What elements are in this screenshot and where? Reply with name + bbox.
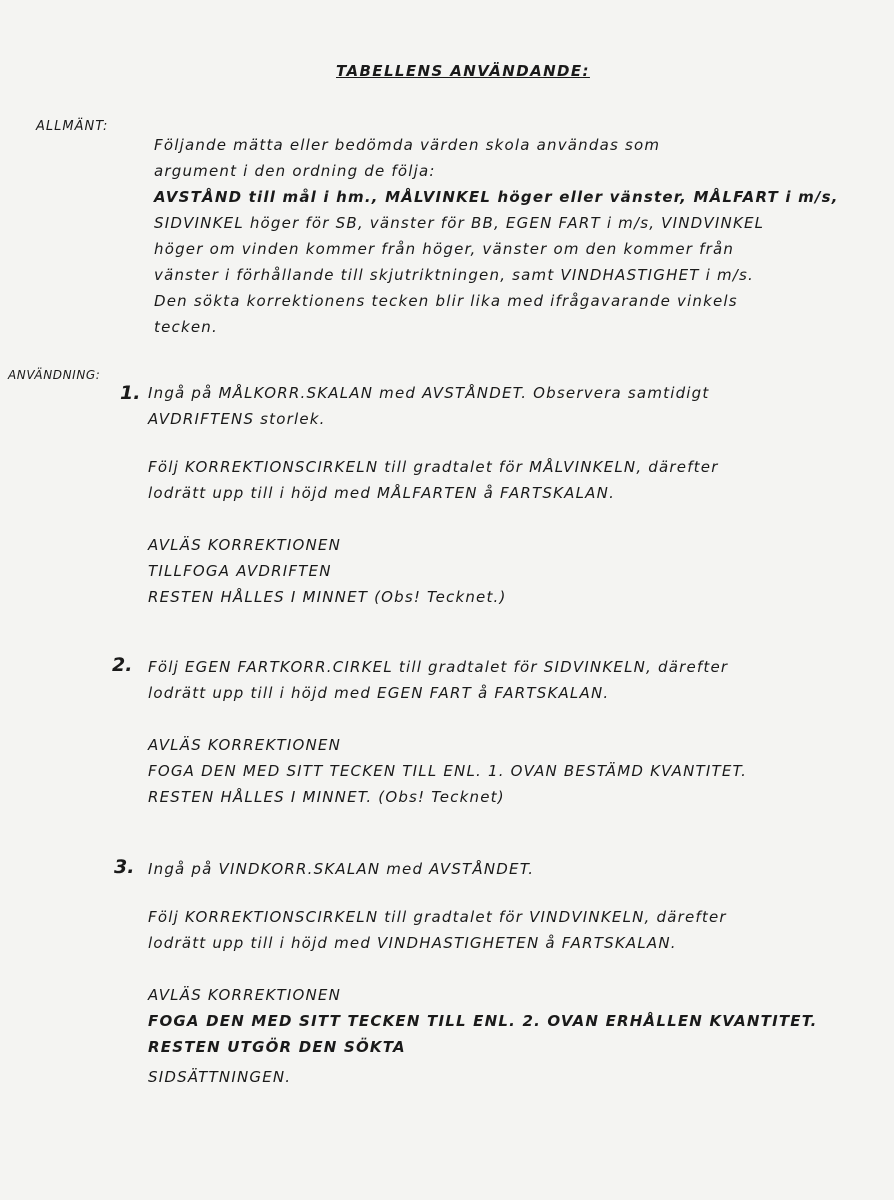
step-line: AVLÄS KORREKTIONEN bbox=[148, 736, 341, 754]
intro-line: AVSTÅND till mål i hm., MÅLVINKEL höger eller vänster, MÅLFART i m/s, bbox=[154, 188, 839, 206]
step-line: lodrätt upp till i höjd med MÅLFARTEN å FARTSKALAN. bbox=[148, 484, 616, 502]
step-number-2: 2. bbox=[112, 654, 133, 676]
step-line: RESTEN HÅLLES I MINNET. (Obs! Tecknet) bbox=[148, 788, 505, 806]
step-number-1: 1. bbox=[120, 382, 141, 404]
page-title: TABELLENS ANVÄNDANDE: bbox=[336, 62, 590, 80]
step-3-group-3 bbox=[148, 982, 818, 1090]
step-1-group-3 bbox=[148, 532, 507, 610]
section-label-allmant: ALLMÄNT: bbox=[36, 119, 109, 134]
step-2-group-3 bbox=[148, 732, 747, 810]
step-line: RESTEN HÅLLES I MINNET (Obs! Tecknet.) bbox=[148, 588, 507, 606]
section-label-anvandning: ANVÄNDNING: bbox=[8, 368, 101, 382]
step-line: FOGA DEN MED SITT TECKEN TILL ENL. 2. OVAN ERHÅLLEN KVANTITET. bbox=[148, 1012, 818, 1030]
step-line: lodrätt upp till i höjd med VINDHASTIGHETEN å FARTSKALAN. bbox=[148, 934, 677, 952]
step-line: TILLFOGA AVDRIFTEN bbox=[148, 562, 332, 580]
intro-line: argument i den ordning de följa: bbox=[154, 162, 436, 180]
step-3-group-1 bbox=[148, 856, 534, 882]
step-1-group-2 bbox=[148, 454, 719, 506]
intro-line: höger om vinden kommer från höger, vänster om den kommer från bbox=[154, 240, 735, 258]
step-line: RESTEN UTGÖR DEN SÖKTA bbox=[148, 1038, 406, 1056]
step-line: Följ EGEN FARTKORR.CIRKEL till gradtalet för SIDVINKELN, därefter bbox=[148, 658, 729, 676]
step-line: Ingå på VINDKORR.SKALAN med AVSTÅNDET. bbox=[148, 860, 535, 878]
step-3-group-2 bbox=[148, 904, 727, 956]
intro-line: Den sökta korrektionens tecken blir lika med ifrågavarande vinkels bbox=[154, 292, 738, 310]
step-line: AVLÄS KORREKTIONEN bbox=[148, 536, 341, 554]
intro-line: tecken. bbox=[154, 318, 218, 336]
step-line: SIDSÄTTNINGEN. bbox=[148, 1068, 292, 1086]
step-line: FOGA DEN MED SITT TECKEN TILL ENL. 1. OVAN BESTÄMD KVANTITET. bbox=[148, 762, 748, 780]
step-1-group-1 bbox=[148, 380, 709, 432]
intro-paragraph bbox=[154, 132, 839, 340]
step-line: lodrätt upp till i höjd med EGEN FART å FARTSKALAN. bbox=[148, 684, 610, 702]
step-number-3: 3. bbox=[114, 856, 135, 878]
step-2-group-1 bbox=[148, 654, 728, 706]
step-line: AVDRIFTENS storlek. bbox=[148, 410, 326, 428]
intro-line: vänster i förhållande till skjutriktningen, samt VINDHASTIGHET i m/s. bbox=[154, 266, 754, 284]
intro-line: SIDVINKEL höger för SB, vänster för BB, EGEN FART i m/s, VINDVINKEL bbox=[154, 214, 765, 232]
step-line: Följ KORREKTIONSCIRKELN till gradtalet för VINDVINKELN, därefter bbox=[148, 908, 727, 926]
step-line: Ingå på MÅLKORR.SKALAN med AVSTÅNDET. Observera samtidigt bbox=[148, 384, 710, 402]
step-line: Följ KORREKTIONSCIRKELN till gradtalet för MÅLVINKELN, därefter bbox=[148, 458, 719, 476]
step-line: AVLÄS KORREKTIONEN bbox=[148, 986, 341, 1004]
intro-line: Följande mätta eller bedömda värden skola användas som bbox=[154, 136, 661, 154]
